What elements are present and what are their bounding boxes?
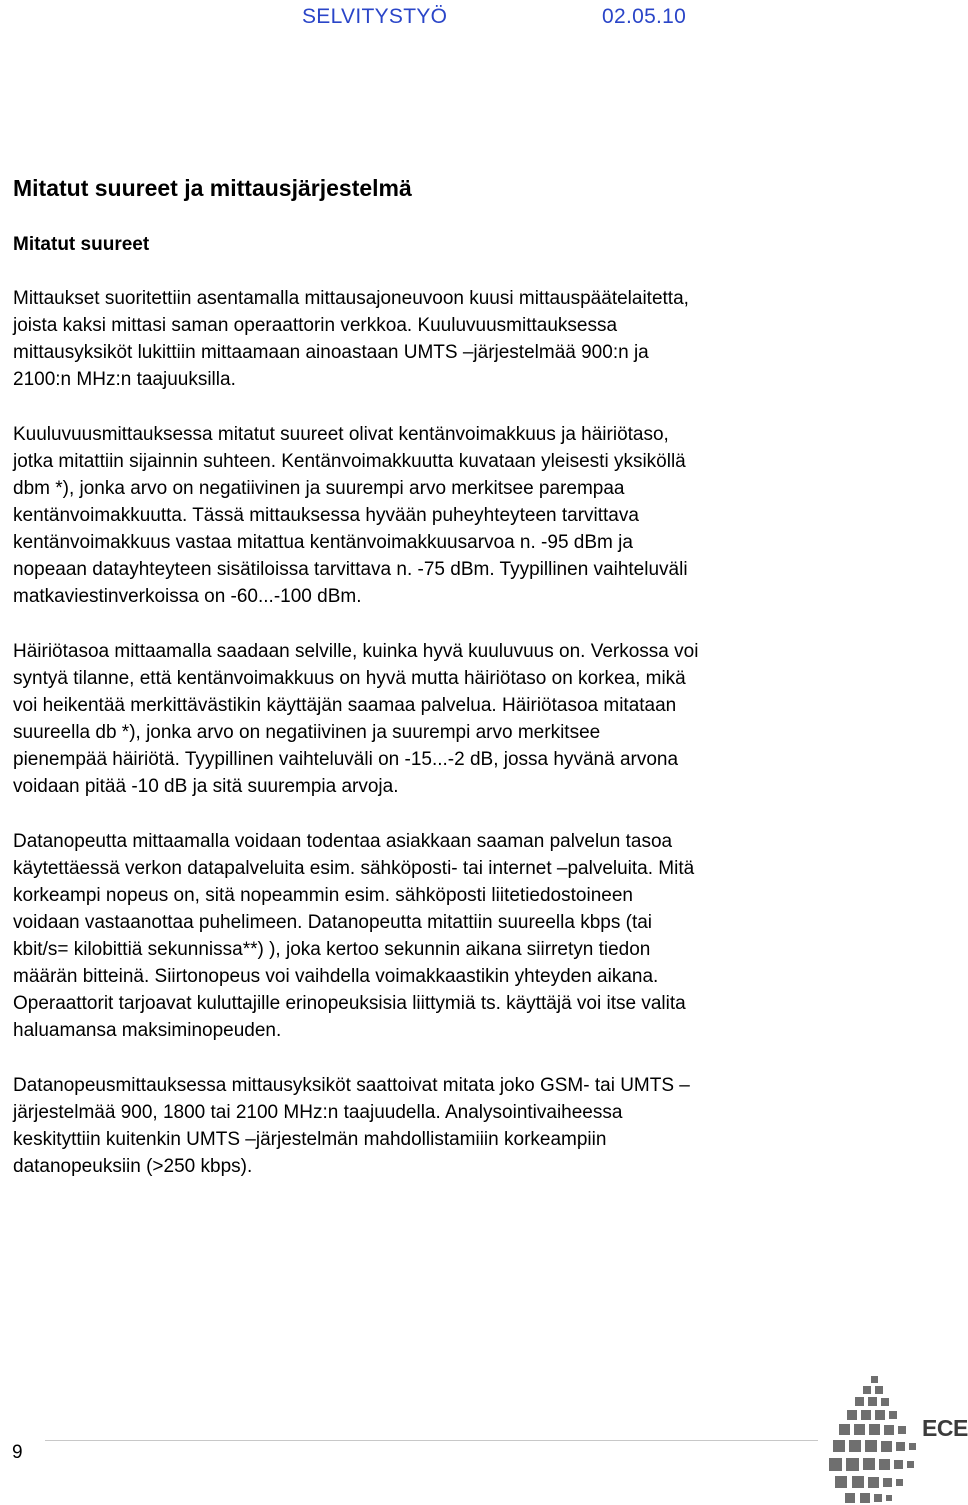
footer-divider xyxy=(45,1440,818,1441)
page-number: 9 xyxy=(12,1442,23,1463)
ece-logo-icon xyxy=(825,1370,925,1505)
paragraph-4: Datanopeutta mittaamalla voidaan todentaa asiakkaan saaman palvelun tasoa käytettäessä verkon datapalveluita esim. sähköposti- tai internet –palveluita. Mitä korkeampi nopeus on, sitä nopeammin esim. sähköposti liitetiedostoineen voidaan vastaanottaa puhelimeen. Datanopeutta mitattiin suureella kbps (tai kbit/s= kilobittiä sekunnissa**) ), joka kertoo sekunnin aikana siirretyn tiedon määrän bitteinä. Siirtonopeus voi vaihdella voimakkaastikin yhteyden aikana. Operaattorit tarjoavat kuluttajille erinopeuksisia liittymiä ts. käyttäjä voi itse valita haluamansa maksiminopeuden. xyxy=(13,831,695,1041)
subsection-heading: Mitatut suureet xyxy=(13,234,150,255)
header-date: 02.05.10 xyxy=(602,5,687,28)
paragraph-1: Mittaukset suoritettiin asentamalla mittausajoneuvoon kuusi mittauspäätelaitetta, joista kaksi mittasi saman operaattorin verkkoa. Kuuluvuusmittauksessa mittausyksiköt lukittiin mittaamaan ainoastaan UMTS –järjestelmää 900:n ja 2100:n MHz:n taajuuksilla. xyxy=(13,288,689,390)
page-header xyxy=(302,0,742,34)
ece-logo xyxy=(825,1370,968,1505)
section-heading: Mitatut suureet ja mittausjärjestelmä xyxy=(13,175,412,201)
logo-text: ECE xyxy=(922,1415,968,1441)
paragraph-2: Kuuluvuusmittauksessa mitatut suureet olivat kentänvoimakkuus ja häiriötaso, jotka mitattiin sijainnin suhteen. Kentänvoimakkuutta kuvataan yleisesti yksiköllä dbm *), jonka arvo on negatiivinen ja suurempi arvo merkitsee parempaa kentänvoimakkuutta. Tässä mittauksessa hyvään puheyhteyteen tarvittava kentänvoimakkuus vastaa mitattua kentänvoimakkuusarvoa n. -95 dBm ja nopeaan datayhteyteen sisätiloissa tarvittava n. -75 dBm. Tyypillinen vaihteluväli matkaviestinverkoissa on -60...-100 dBm. xyxy=(13,424,688,607)
header-title: SELVITYSTYÖ xyxy=(302,5,448,28)
document-body xyxy=(13,168,943,1180)
paragraph-5: Datanopeusmittauksessa mittausyksiköt saattoivat mitata joko GSM- tai UMTS – järjestelmää 900, 1800 tai 2100 MHz:n taajuudella. Analysointivaiheessa keskityttiin kuitenkin UMTS –järjestelmän mahdollistamiiin korkeampiin datanopeuksiin (>250 kbps). xyxy=(13,1075,690,1177)
paragraph-3: Häiriötasoa mittaamalla saadaan selville, kuinka hyvä kuuluvuus on. Verkossa voi syntyä tilanne, että kentänvoimakkuus on hyvä mutta häiriötaso on korkea, mikä voi heikentää merkittävästikin käyttäjän saamaa palvelua. Häiriötasoa mitataan suureella db *), jonka arvo on negatiivinen ja suurempi arvo merkitsee pienempää häiriötä. Tyypillinen vaihteluväli on -15...-2 dB, jossa hyvänä arvona voidaan pitää -10 dB ja sitä suurempia arvoja. xyxy=(13,641,699,797)
